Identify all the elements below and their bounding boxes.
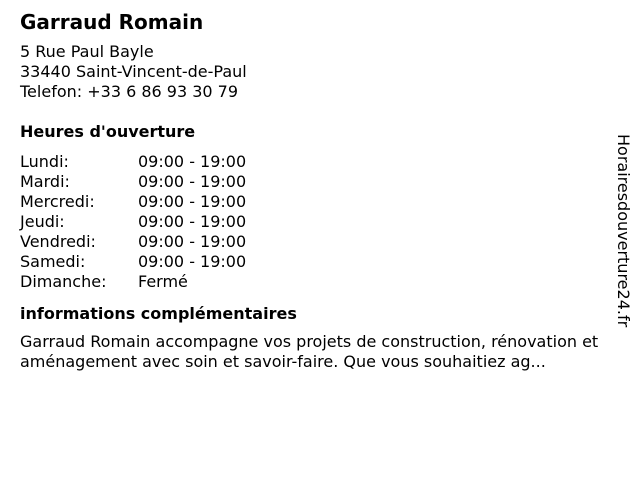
hours-row-friday <box>20 232 620 252</box>
opening-hours-list <box>20 152 620 292</box>
hours-row-monday <box>20 152 620 172</box>
day-label: Lundi: <box>20 152 69 171</box>
day-label: Vendredi: <box>20 232 96 251</box>
day-hours: 09:00 - 19:00 <box>138 252 247 271</box>
business-card <box>20 10 620 372</box>
day-label: Jeudi: <box>20 212 65 231</box>
day-hours: 09:00 - 19:00 <box>138 152 247 171</box>
day-hours: 09:00 - 19:00 <box>138 192 247 211</box>
hours-row-saturday <box>20 252 620 272</box>
hours-row-thursday <box>20 212 620 232</box>
day-label: Mercredi: <box>20 192 95 211</box>
additional-info-text: Garraud Romain accompagne vos projets de construction, rénovation et aménagement avec soin et savoir-faire. Que vous souhaitiez ag... <box>20 332 599 371</box>
opening-hours-heading: Heures d'ouverture <box>20 122 196 141</box>
day-label: Dimanche: <box>20 272 107 291</box>
hours-row-tuesday <box>20 172 620 192</box>
phone-number: Telefon: +33 6 86 93 30 79 <box>20 82 239 101</box>
hours-row-sunday <box>20 272 620 292</box>
address-street: 5 Rue Paul Bayle <box>20 42 154 61</box>
day-hours: 09:00 - 19:00 <box>138 172 247 191</box>
day-label: Samedi: <box>20 252 86 271</box>
day-label: Mardi: <box>20 172 70 191</box>
hours-row-wednesday <box>20 192 620 212</box>
address-city: 33440 Saint-Vincent-de-Paul <box>20 62 247 81</box>
day-hours: 09:00 - 19:00 <box>138 212 247 231</box>
address-block <box>20 42 620 102</box>
additional-info-heading: informations complémentaires <box>20 304 297 323</box>
business-name: Garraud Romain <box>20 10 204 34</box>
day-hours: 09:00 - 19:00 <box>138 232 247 251</box>
site-watermark: Horairesdouverture24.fr <box>614 134 633 328</box>
day-hours: Fermé <box>138 272 188 291</box>
